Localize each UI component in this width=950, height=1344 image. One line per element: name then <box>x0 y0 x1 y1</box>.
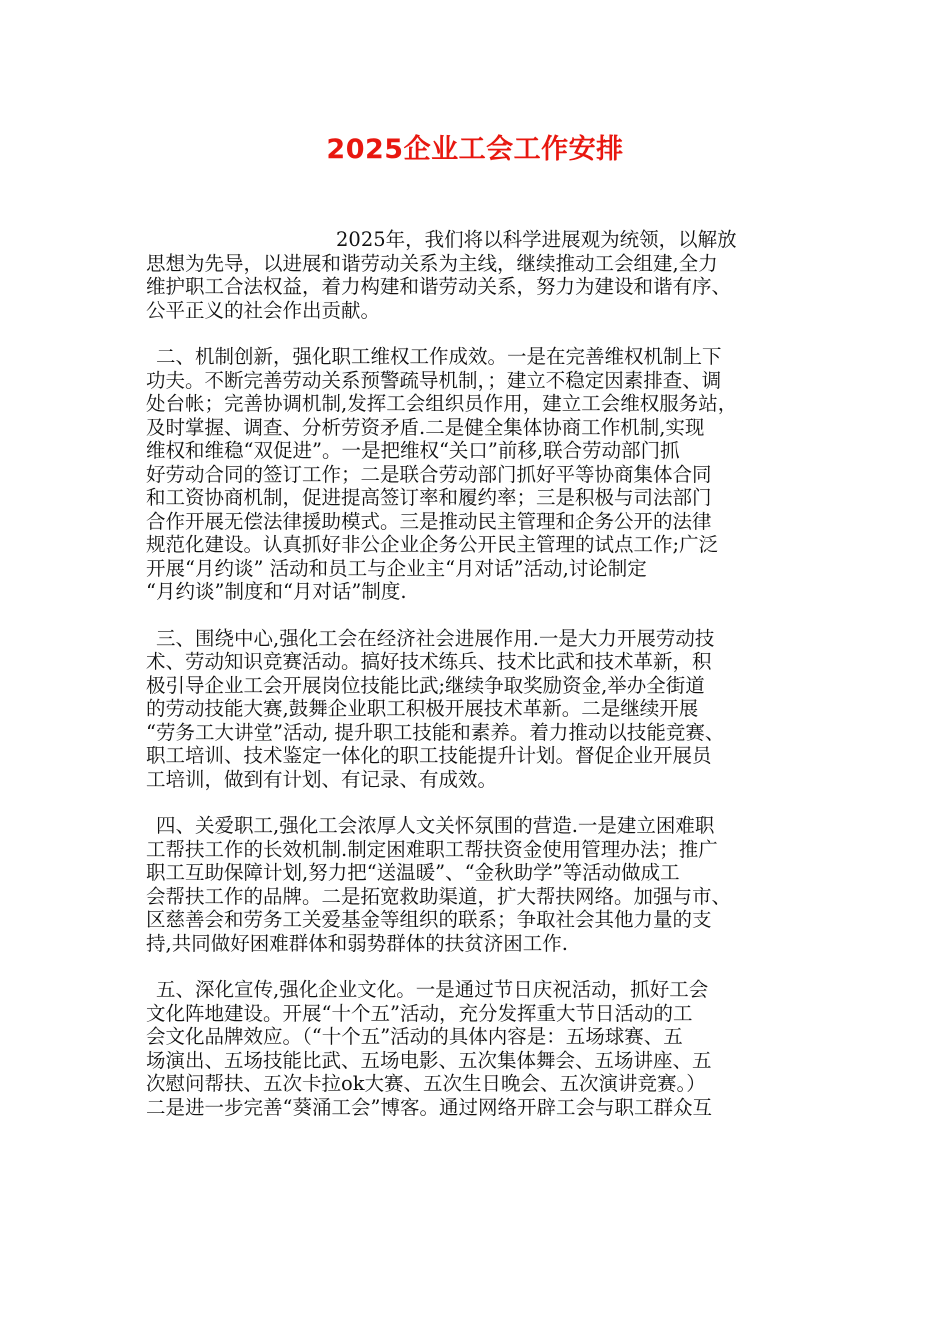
paragraph-section-5 <box>146 978 826 1119</box>
text-line: 持,共同做好困难群体和弱势群体的扶贫济困工作. <box>146 931 568 955</box>
text-line: 好劳动合同的签订工作；二是联合劳动部门抓好平等协商集体合同 <box>146 462 712 486</box>
text-line: 处台帐；完善协调机制,发挥工会组织员作用，建立工会维权服务站， <box>146 392 738 415</box>
paragraph-intro <box>146 228 826 322</box>
text-line: 极引导企业工会开展岗位技能比武;继续争取奖励资金,举办全街道 <box>146 673 705 697</box>
text-line: 2025年，我们将以科学进展观为统领，以解放 <box>336 228 737 251</box>
text-line: 会文化品牌效应。（“十个五”活动的具体内容是：五场球赛、五 <box>146 1025 683 1048</box>
document-title: 2025企业工会工作安排 <box>326 134 624 165</box>
text-line: 术、劳动知识竞赛活动。搞好技术练兵、技术比武和技术革新，积 <box>146 650 712 673</box>
text-line: 会帮扶工作的品牌。二是拓宽救助渠道，扩大帮扶网络。加强与市、 <box>146 884 732 908</box>
text-line: 和工资协商机制，促进提高签订率和履约率；三是积极与司法部门 <box>146 486 712 509</box>
text-line: 工培训，做到有计划、有记录、有成效。 <box>146 767 498 791</box>
text-line: 合作开展无偿法律援助模式。三是推动民主管理和企务公开的法律 <box>146 509 712 533</box>
text-line: 次慰问帮扶、五次卡拉ok大赛、五次生日晚会、五次演讲竞赛。） <box>146 1072 706 1095</box>
paragraph-section-2 <box>146 345 826 604</box>
text-line: 公平正义的社会作出贡献。 <box>146 298 381 322</box>
text-line: 三、围绕中心,强化工会在经济社会进展作用.一是大力开展劳动技 <box>156 626 715 650</box>
text-line: 功夫。不断完善劳动关系预警疏导机制，；建立不稳定因素排查、调 <box>146 368 722 392</box>
text-line: 五、深化宣传,强化企业文化。一是通过节日庆祝活动，抓好工会 <box>156 978 709 1001</box>
text-line: 四、关爱职工,强化工会浓厚人文关怀氛围的营造.一是建立困难职 <box>156 814 715 837</box>
paragraph-section-4 <box>146 814 826 955</box>
text-line: 二、机制创新，强化职工维权工作成效。一是在完善维权机制上下 <box>156 345 722 368</box>
text-line: 区慈善会和劳务工关爱基金等组织的联系；争取社会其他力量的支 <box>146 908 712 931</box>
text-line: 职工互助保障计划,努力把“送温暖”、“金秋助学”等活动做成工 <box>146 861 680 884</box>
text-line: 文化阵地建设。开展“十个五”活动，充分发挥重大节日活动的工 <box>146 1001 693 1025</box>
document-body <box>146 228 826 1142</box>
text-line: 场演出、五场技能比武、五场电影、五次集体舞会、五场讲座、五 <box>146 1048 712 1072</box>
text-line: “月约谈”制度和“月对话”制度. <box>146 580 407 603</box>
text-line: 的劳动技能大赛,鼓舞企业职工积极开展技术革新。二是继续开展 <box>146 697 699 720</box>
text-line: 规范化建设。认真抓好非公企业企务公开民主管理的试点工作;广泛 <box>146 533 719 556</box>
text-line: 二是进一步完善“葵涌工会”博客。通过网络开辟工会与职工群众互 <box>146 1095 712 1119</box>
text-line: 思想为先导，以进展和谐劳动关系为主线，继续推动工会组建,全力 <box>146 251 718 275</box>
text-line: 开展“月约谈” 活动和员工与企业主“月对话”活动,讨论制定 <box>146 556 647 580</box>
paragraph-section-3 <box>146 627 826 792</box>
text-line: 维权和维稳“双促进”。一是把维权“关口”前移,联合劳动部门抓 <box>146 439 680 462</box>
text-line: 职工培训、技术鉴定一体化的职工技能提升计划。督促企业开展员 <box>146 744 712 767</box>
text-line: 维护职工合法权益，着力构建和谐劳动关系，努力为建设和谐有序、 <box>146 275 732 298</box>
text-line: 工帮扶工作的长效机制.制定困难职工帮扶资金使用管理办法；推广 <box>146 837 718 861</box>
text-line: 及时掌握、调查、分析劳资矛盾.二是健全集体协商工作机制,实现 <box>146 415 705 439</box>
text-line: “劳务工大讲堂”活动, 提升职工技能和素养。着力推动以技能竞赛、 <box>146 720 725 744</box>
